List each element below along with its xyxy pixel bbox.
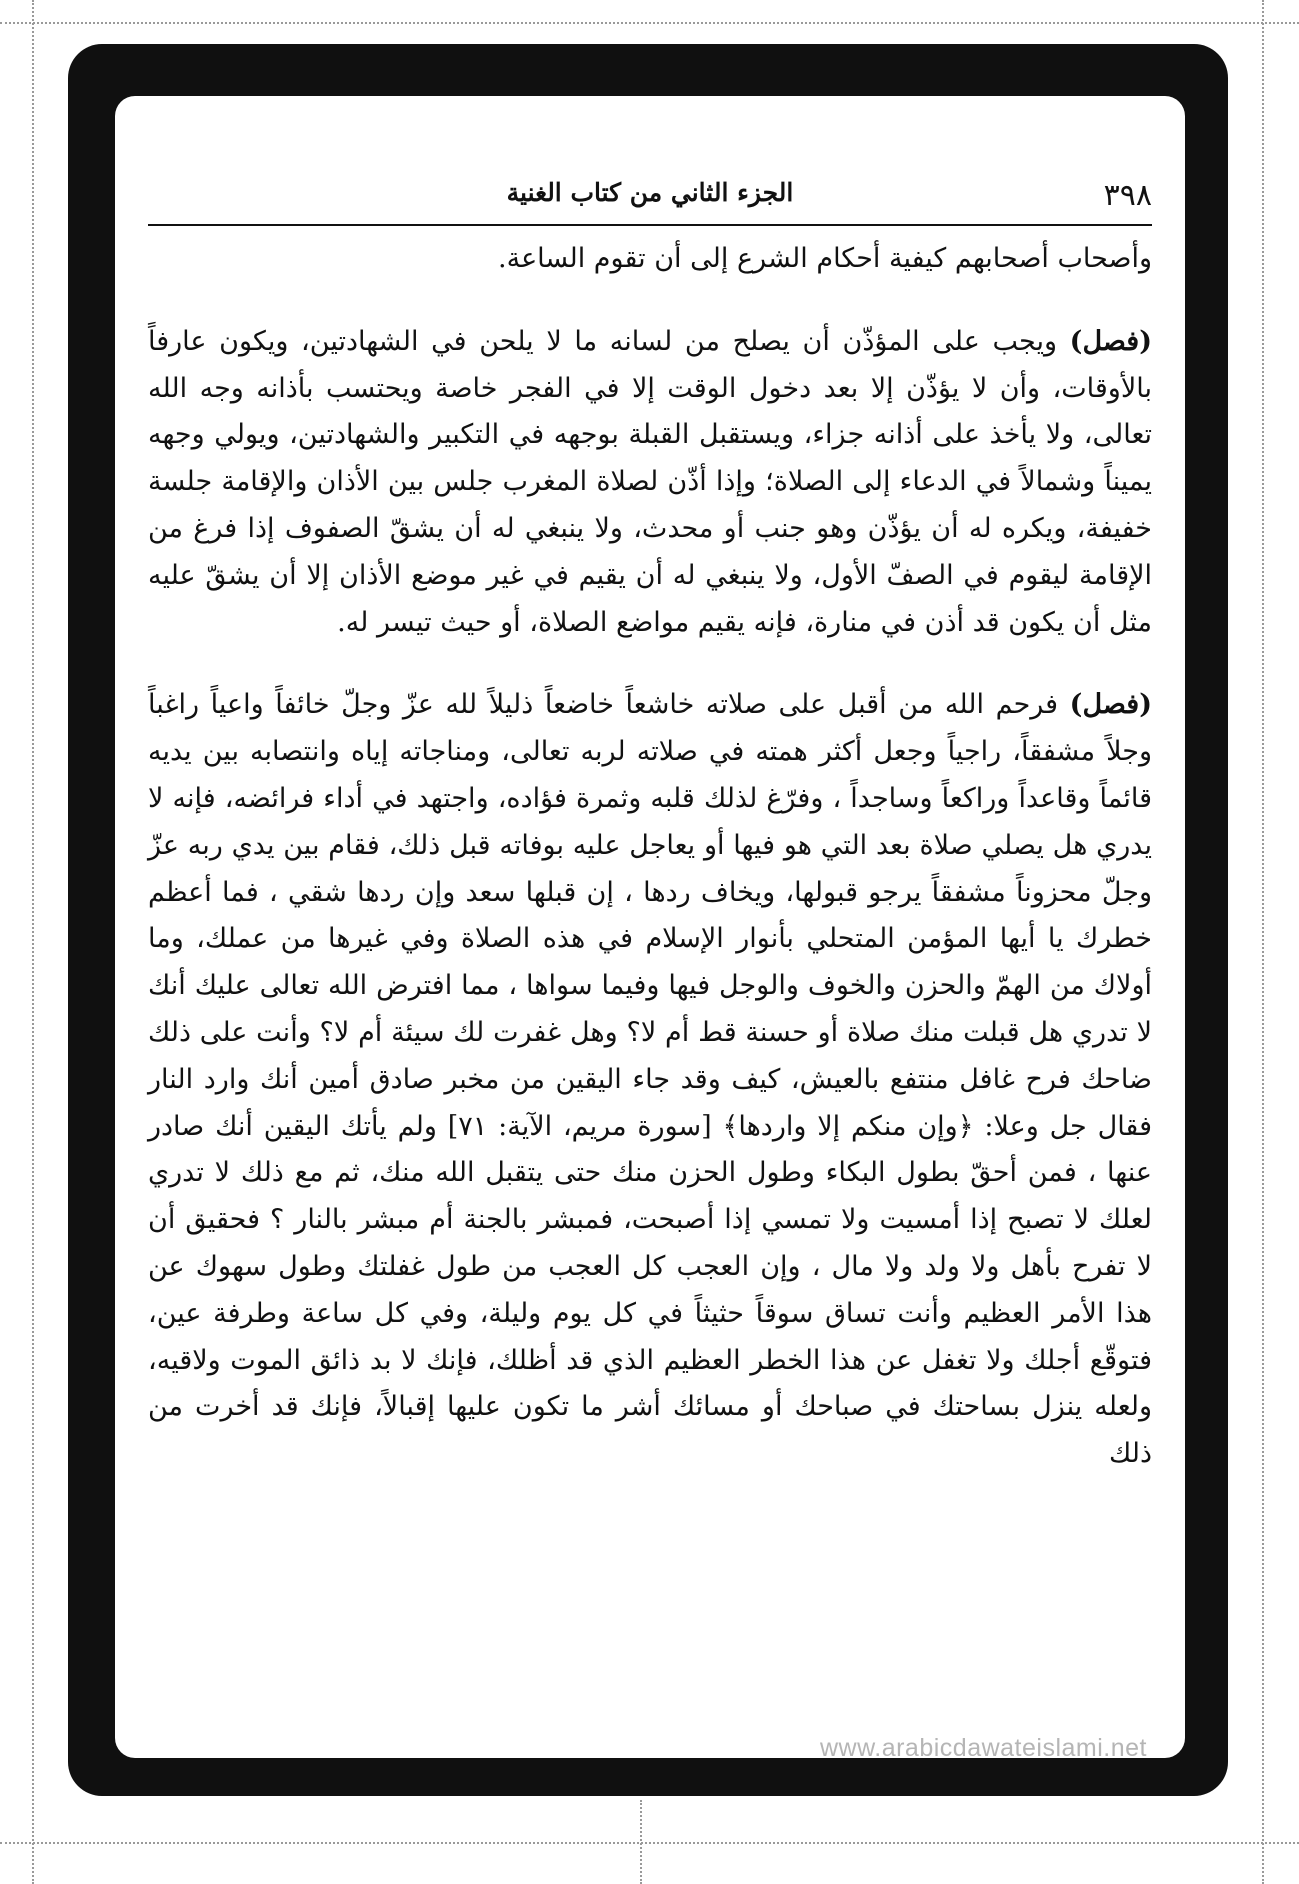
paragraph-text: وأصحاب أصحابهم كيفية أحكام الشرع إلى أن تقوم الساعة. bbox=[498, 243, 1152, 274]
running-title: الجزء الثاني من كتاب الغنية bbox=[506, 178, 794, 207]
page-header bbox=[148, 168, 1152, 226]
scan-guide-left bbox=[32, 0, 34, 1884]
paragraph-text: ويجب على المؤذّن أن يصلح من لسانه ما لا يلحن في الشهادتين، ويكون عارفاً بالأوقات، وأن لا يؤذّن إلا بعد دخول الوقت إلا في الفجر خاصة ويحتسب بأذانه وجه الله تعالى، ولا يأخذ على أذانه جزاء، ويستقبل القبلة بوجهه في التكبير والشهادتين، ويولي وجهه يميناً وشمالاً في الدعاء إلى الصلاة؛ وإذا أذّن لصلاة المغرب جلس بين الأذان والإقامة جلسة خفيفة، ويكره له أن يؤذّن وهو جنب أو محدث، ولا ينبغي له أن يشقّ الصفوف إذا فرغ من الإقامة ليقوم في الصفّ الأول، ولا ينبغي له أن يقيم في غير موضع الأذان إلا أن يشقّ عليه مثل أن يكون قد أذن في منارة، فإنه يقيم مواضع الصلاة، أو حيث تيسر له. bbox=[148, 325, 1152, 638]
body-text bbox=[148, 236, 1152, 1514]
page-number: ٣٩٨ bbox=[1103, 178, 1152, 213]
scan-guide-bottom bbox=[0, 1842, 1299, 1844]
scan-guide-right bbox=[1262, 0, 1264, 1884]
paragraph bbox=[148, 682, 1152, 1478]
paragraph bbox=[148, 236, 1152, 283]
section-marker: (فصل) bbox=[1069, 325, 1152, 357]
scan-guide-top bbox=[0, 22, 1299, 24]
paragraph-text: فرحم الله من أقبل على صلاته خاشعاً خاضعاً ذليلاً لله عزّ وجلّ خائفاً واعياً راغباً وجلاً مشفقاً، راجياً وجعل أكثر همته في صلاته لربه تعالى، ومناجاته إياه وانتصابه بين يديه قائماً وقاعداً وراكعاً وساجداً ، وفرّغ لذلك قلبه وثمرة فؤاده، واجتهد في أداء فرائضه، فإنه لا يدري هل يصلي صلاة بعد التي هو فيها أو يعاجل عليه بوفاته قبل ذلك، فقام بين يدي ربه عزّ وجلّ محزوناً مشفقاً يرجو قبولها، ويخاف ردها ، إن قبلها سعد وإن ردها شقي ، فما أعظم خطرك يا أيها المؤمن المتحلي بأنوار الإسلام في هذه الصلاة وفي غيرها من عملك، وما أولاك من الهمّ والحزن والخوف والوجل فيها وفيما سواها ، مما افترض الله تعالى عليك أنك لا تدري هل قبلت منك صلاة أو حسنة قط أم لا؟ وهل غفرت لك سيئة أم لا؟ وأنت على ذلك ضاحك فرح غافل منتفع بالعيش، كيف وقد جاء اليقين من مخبر صادق أمين أنك وارد النار فقال جل وعلا: ﴿وإن منكم إلا واردها﴾ [سورة مريم، الآية: ٧١] ولم يأتك اليقين أنك صادر عنها ، فمن أحقّ بطول البكاء وطول الحزن منك حتى يتقبل الله منك، ثم مع ذلك لا تدري لعلك لا تصبح إذا أمسيت ولا تمسي إذا أصبحت، فمبشر بالجنة أم مبشر بالنار ؟ فحقيق أن لا تفرح بأهل ولا ولد ولا مال ، وإن العجب كل العجب من طول غفلتك وطول سهوك عن هذا الأمر العظيم وأنت تساق سوقاً حثيثاً في كل يوم وليلة، وفي كل ساعة وطرفة عين، فتوقّع أجلك ولا تغفل عن هذا الخطر العظيم الذي قد أظلك، فإنك لا بد ذائق الموت ولاقيه، ولعله ينزل بساحتك في صباحك أو مسائك أشر ما تكون عليها إقبالاً، فإنك قد أخرت من ذلك bbox=[148, 689, 1152, 1470]
watermark: www.arabicdawateislami.net bbox=[819, 1734, 1147, 1762]
paragraph bbox=[148, 319, 1152, 647]
section-marker: (فصل) bbox=[1069, 689, 1152, 721]
